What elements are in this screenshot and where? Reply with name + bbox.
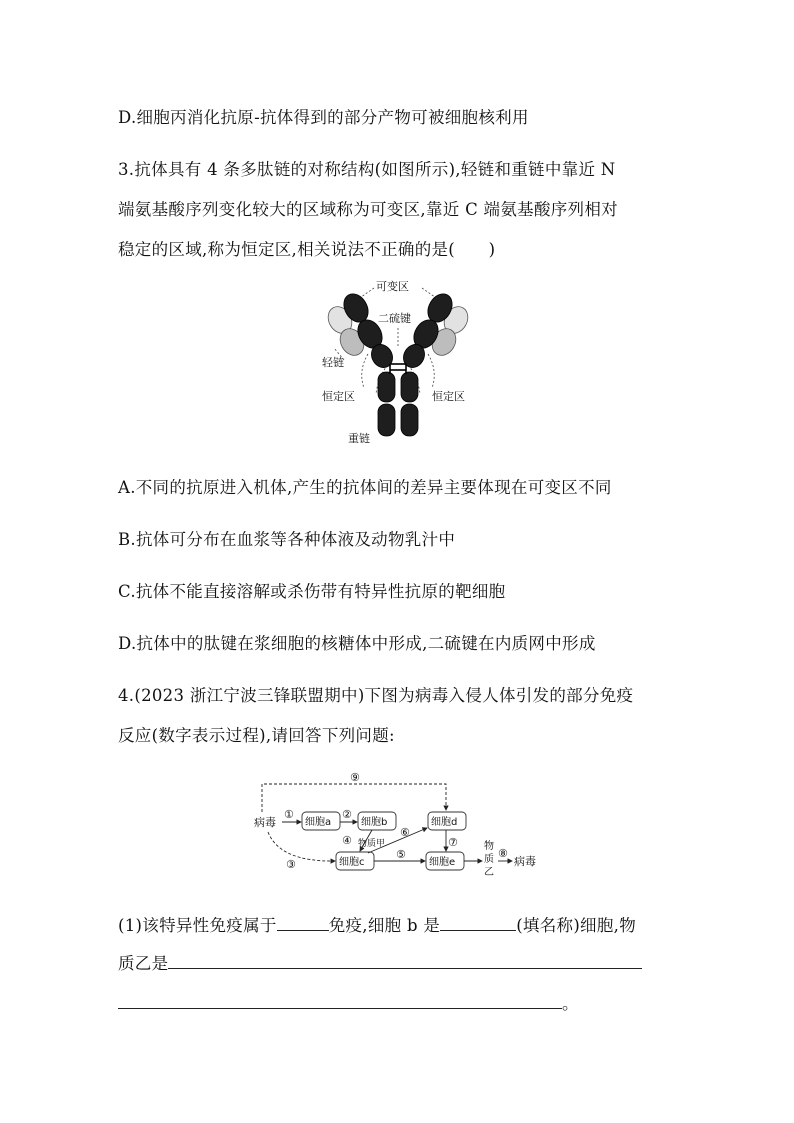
- q3-option-d: D.抗体中的肽键在浆细胞的核糖体中形成,二硫键在内质网中形成: [118, 634, 596, 653]
- label-step-8: ⑧: [498, 847, 508, 860]
- label-substance-yi-2: 质: [484, 854, 494, 865]
- label-constant-region-left: 恒定区: [322, 390, 355, 403]
- q2-option-d: D.细胞丙消化抗原-抗体得到的部分产物可被细胞核利用: [118, 108, 529, 127]
- blank-cell-b-name[interactable]: [440, 914, 516, 931]
- label-virus-right: 病毒: [514, 855, 536, 868]
- label-step-5: ⑤: [396, 848, 406, 861]
- label-step-6: ⑥: [400, 826, 410, 839]
- label-cell-a: 细胞a: [305, 817, 332, 828]
- immune-response-diagram: [250, 766, 550, 876]
- q4-sub1-line1: [118, 912, 636, 936]
- q4-sub1-part1: (1)该特异性免疫属于: [118, 916, 277, 935]
- label-substance-yi-3: 乙: [484, 867, 494, 876]
- label-virus-left: 病毒: [254, 816, 276, 829]
- label-cell-c: 细胞c: [339, 857, 365, 868]
- label-cell-e: 细胞e: [429, 857, 456, 868]
- label-step-2: ②: [342, 808, 352, 821]
- q3-option-a: A.不同的抗原进入机体,产生的抗体间的差异主要体现在可变区不同: [118, 478, 612, 497]
- label-step-1: ①: [284, 808, 294, 821]
- label-light-chain: 轻链: [322, 356, 344, 369]
- q4-stem-line1: 4.(2023 浙江宁波三锋联盟期中)下图为病毒入侵人体引发的部分免疫: [118, 686, 634, 705]
- blank-substance-yi-part2[interactable]: [118, 992, 562, 1009]
- label-disulfide-bond: 二硫键: [378, 312, 411, 325]
- q4-end-mark: 。: [562, 994, 579, 1013]
- q4-sub1-line2-label: 质乙是: [118, 954, 169, 973]
- antibody-figure: [318, 276, 478, 444]
- label-step-4: ④: [342, 834, 352, 847]
- q4-sub1-part3: (填名称)细胞,物: [516, 916, 637, 935]
- label-variable-region: 可变区: [376, 280, 409, 293]
- label-heavy-chain: 重链: [348, 432, 370, 444]
- label-step-7: ⑦: [448, 836, 458, 849]
- q4-stem-line2: 反应(数字表示过程),请回答下列问题:: [118, 726, 395, 745]
- q4-sub1-line2: [118, 950, 642, 974]
- blank-substance-yi-part1[interactable]: [168, 952, 642, 969]
- label-substance-jia: 物质甲: [358, 839, 386, 849]
- q3-stem-line1: 3.抗体具有 4 条多肽链的对称结构(如图所示),轻链和重链中靠近 N: [118, 160, 616, 179]
- label-step-3: ③: [286, 858, 296, 871]
- label-cell-b: 细胞b: [361, 817, 388, 828]
- blank-immunity-type[interactable]: [277, 914, 329, 931]
- q4-sub1-line3: [118, 990, 579, 1014]
- label-step-9: ⑨: [350, 771, 360, 784]
- q4-sub1-part2: 免疫,细胞 b 是: [328, 916, 441, 935]
- label-substance-yi-1: 物: [484, 841, 494, 852]
- label-constant-region-right: 恒定区: [432, 390, 465, 403]
- label-cell-d: 细胞d: [431, 817, 458, 828]
- q3-stem-line2: 端氨基酸序列变化较大的区域称为可变区,靠近 C 端氨基酸序列相对: [118, 200, 618, 219]
- q3-stem-line3: 稳定的区域,称为恒定区,相关说法不正确的是( ): [118, 240, 496, 259]
- q3-option-b: B.抗体可分布在血浆等各种体液及动物乳汁中: [118, 530, 456, 549]
- q3-option-c: C.抗体不能直接溶解或杀伤带有特异性抗原的靶细胞: [118, 582, 506, 601]
